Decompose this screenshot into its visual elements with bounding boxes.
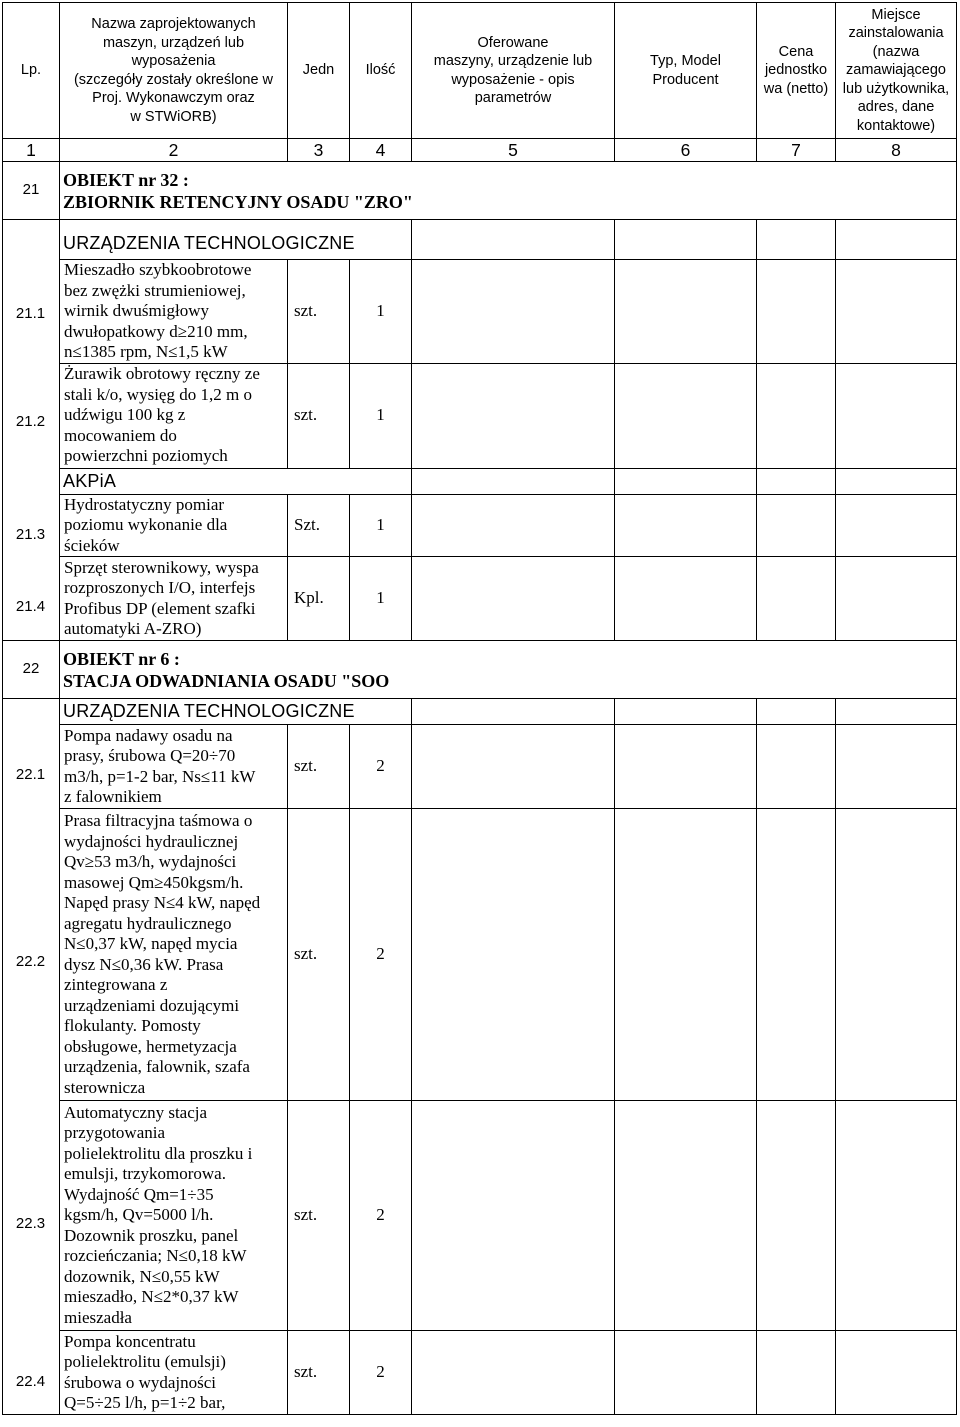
object-lp: 21 (3, 162, 60, 220)
equipment-table (2, 2, 957, 1415)
column-number: 6 (615, 139, 757, 162)
table-row (3, 1331, 957, 1415)
column-number: 1 (3, 139, 60, 162)
item-unit: szt. (288, 725, 350, 809)
location-cell[interactable] (836, 725, 957, 809)
item-description: Żurawik obrotowy ręczny ze stali k/o, wysięg do 1,2 m o udźwigu 100 kg z mocowaniem do powierzchni poziomych (60, 363, 288, 468)
category-heading: URZĄDZENIA TECHNOLOGICZNE (60, 699, 412, 725)
location-cell[interactable] (836, 557, 957, 641)
price-cell[interactable] (757, 725, 836, 809)
object-row (3, 162, 957, 220)
offer-cell[interactable] (412, 260, 615, 364)
column-number: 7 (757, 139, 836, 162)
category-heading: AKPiA (60, 468, 412, 494)
table-row (3, 809, 957, 1101)
empty-cell (412, 468, 615, 494)
table-row (3, 260, 957, 364)
item-unit: szt. (288, 1331, 350, 1415)
empty-cell (757, 468, 836, 494)
offer-cell[interactable] (412, 557, 615, 641)
item-quantity: 2 (350, 1331, 412, 1415)
location-cell[interactable] (836, 363, 957, 468)
item-description: Automatyczny stacja przygotowania polielektrolitu dla proszku i emulsji, trzykomorowa. Wydajność Qm=1÷35 kgsm/h, Qv=5000 l/h. Dozownik proszku, panel rozcieńczania; N≤0,18 kW dozownik, N≤0,55 kW mieszadło, N≤2*0,37 kW mieszadła (60, 1101, 288, 1331)
item-quantity: 1 (350, 557, 412, 641)
price-cell[interactable] (757, 260, 836, 364)
item-unit: szt. (288, 260, 350, 364)
object-row (3, 641, 957, 699)
model-cell[interactable] (615, 809, 757, 1101)
item-unit: Szt. (288, 494, 350, 557)
table-row (3, 557, 957, 641)
lp-label: 22.2 (15, 953, 46, 970)
lp-label: 22.1 (15, 766, 46, 783)
header-oferowane: Oferowane maszyny, urządzenie lub wyposażenie - opis parametrów (412, 3, 615, 139)
empty-cell (757, 699, 836, 725)
lp-label: 22.3 (15, 1215, 46, 1232)
item-unit: szt. (288, 363, 350, 468)
location-cell[interactable] (836, 1101, 957, 1331)
location-cell[interactable] (836, 1331, 957, 1415)
item-quantity: 1 (350, 260, 412, 364)
price-cell[interactable] (757, 363, 836, 468)
object-lp: 22 (3, 641, 60, 699)
item-description: Prasa filtracyjna taśmowa o wydajności hydraulicznej Qv≥53 m3/h, wydajności masowej Qm≥450kgsm/h. Napęd prasy N≤4 kW, napęd agregatu hydraulicznego N≤0,37 kW, napęd mycia dysz N≤0,36 kW. Prasa zintegrowana z urządzeniami dozującymi flokulanty. Pomosty obsługowe, hermetyzacja urządzenia, falownik, szafa sterownicza (60, 809, 288, 1101)
price-cell[interactable] (757, 557, 836, 641)
empty-cell (757, 220, 836, 260)
model-cell[interactable] (615, 494, 757, 557)
model-cell[interactable] (615, 557, 757, 641)
category-row (3, 468, 957, 494)
model-cell[interactable] (615, 260, 757, 364)
column-number: 2 (60, 139, 288, 162)
category-row (3, 220, 957, 260)
object-title: OBIEKT nr 32 : ZBIORNIK RETENCYJNY OSADU "ZRO" (60, 162, 957, 220)
price-cell[interactable] (757, 1331, 836, 1415)
header-ilosc: Ilość (350, 3, 412, 139)
model-cell[interactable] (615, 363, 757, 468)
model-cell[interactable] (615, 725, 757, 809)
price-cell[interactable] (757, 809, 836, 1101)
location-cell[interactable] (836, 809, 957, 1101)
table-header-row (3, 3, 957, 139)
category-heading: URZĄDZENIA TECHNOLOGICZNE (60, 220, 412, 260)
empty-cell (615, 699, 757, 725)
item-unit: szt. (288, 1101, 350, 1331)
lp-label: 21.1 (15, 305, 46, 322)
table-row (3, 363, 957, 468)
lp-label: 21.2 (15, 413, 46, 430)
offer-cell[interactable] (412, 1101, 615, 1331)
item-description: Pompa nadawy osadu na prasy, śrubowa Q=20÷70 m3/h, p=1-2 bar, Ns≤11 kW z falownikiem (60, 725, 288, 809)
model-cell[interactable] (615, 1331, 757, 1415)
location-cell[interactable] (836, 260, 957, 364)
header-typ: Typ, Model Producent (615, 3, 757, 139)
empty-cell (615, 468, 757, 494)
item-unit: Kpl. (288, 557, 350, 641)
empty-cell (836, 220, 957, 260)
item-quantity: 1 (350, 363, 412, 468)
item-description: Hydrostatyczny pomiar poziomu wykonanie dla ścieków (60, 494, 288, 557)
item-quantity: 2 (350, 725, 412, 809)
empty-cell (412, 699, 615, 725)
category-row (3, 699, 957, 725)
item-description: Pompa koncentratu polielektrolitu (emulsji) śrubowa o wydajności Q=5÷25 l/h, p=1÷2 bar, (60, 1331, 288, 1415)
price-cell[interactable] (757, 1101, 836, 1331)
item-unit: szt. (288, 809, 350, 1101)
lp-label: 22.4 (15, 1373, 46, 1390)
table-row (3, 494, 957, 557)
offer-cell[interactable] (412, 494, 615, 557)
header-jedn: Jedn (288, 3, 350, 139)
item-quantity: 2 (350, 809, 412, 1101)
lp-column-spacer (3, 699, 60, 1415)
location-cell[interactable] (836, 494, 957, 557)
column-number: 4 (350, 139, 412, 162)
empty-cell (412, 220, 615, 260)
header-lp: Lp. (3, 3, 60, 139)
empty-cell (836, 468, 957, 494)
model-cell[interactable] (615, 1101, 757, 1331)
item-description: Mieszadło szybkoobrotowe bez zwężki strumieniowej, wirnik dwuśmigłowy dwułopatkowy d≥210 mm, n≤1385 rpm, N≤1,5 kW (60, 260, 288, 364)
header-cena: Cena jednostko wa (netto) (757, 3, 836, 139)
empty-cell (615, 220, 757, 260)
item-description: Sprzęt sterownikowy, wyspa rozproszonych I/O, interfejs Profibus DP (element szafki automatyki A-ZRO) (60, 557, 288, 641)
lp-label: 21.4 (15, 598, 46, 615)
lp-label: 21.3 (15, 526, 46, 543)
offer-cell[interactable] (412, 725, 615, 809)
header-nazwa: Nazwa zaprojektowanych maszyn, urządzeń lub wyposażenia (szczegóły zostały określone w Proj. Wykonawczym oraz w STWiORB) (60, 3, 288, 139)
object-title: OBIEKT nr 6 : STACJA ODWADNIANIA OSADU "SOO (60, 641, 957, 699)
empty-cell (836, 699, 957, 725)
item-quantity: 2 (350, 1101, 412, 1331)
column-number: 8 (836, 139, 957, 162)
price-cell[interactable] (757, 494, 836, 557)
offer-cell[interactable] (412, 363, 615, 468)
offer-cell[interactable] (412, 809, 615, 1101)
column-number: 5 (412, 139, 615, 162)
column-number-row (3, 139, 957, 162)
table-row (3, 725, 957, 809)
column-number: 3 (288, 139, 350, 162)
offer-cell[interactable] (412, 1331, 615, 1415)
table-row (3, 1101, 957, 1331)
item-quantity: 1 (350, 494, 412, 557)
header-miejsce: Miejsce zainstalowania (nazwa zamawiającego lub użytkownika, adres, dane kontaktowe) (836, 3, 957, 139)
